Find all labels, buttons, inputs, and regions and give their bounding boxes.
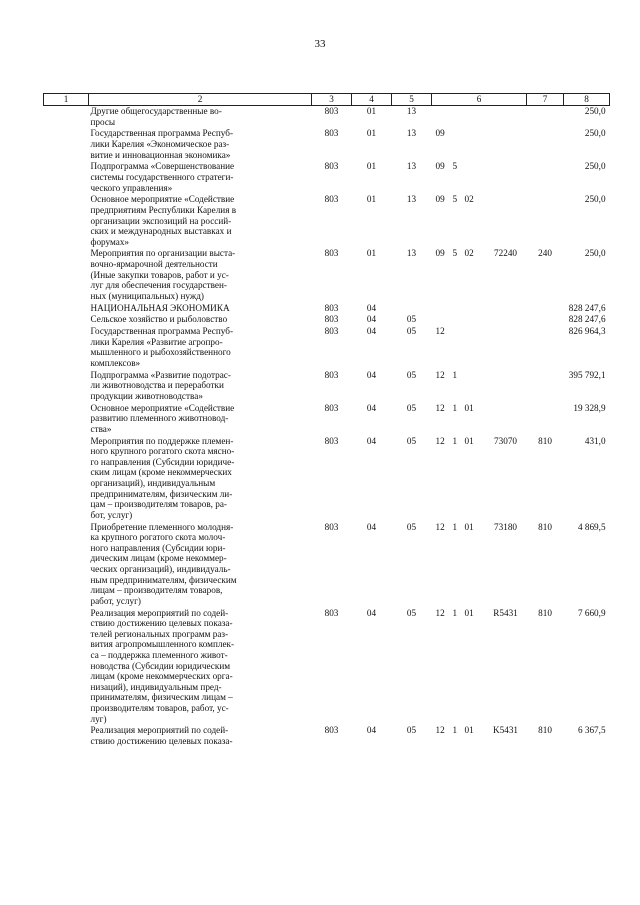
target-code-cell — [485, 128, 527, 161]
target-code-cell: 72240 — [494, 248, 517, 259]
amount-cell: 19 328,9 — [573, 402, 606, 413]
expense-type-cell — [527, 370, 564, 403]
description-cell: Государственная программа Респуб- лики Карелия «Развитие агропро- мышленного и рыбохозяйственного комплексов» — [90, 326, 234, 368]
subsection-cell: 13 — [406, 194, 417, 205]
program-code-cell: 12 — [435, 435, 445, 446]
target-code-cell — [485, 370, 527, 403]
activity-code-cell: 01 — [464, 521, 474, 532]
amount-cell: 250,0 — [584, 248, 606, 259]
description-cell: Основное мероприятие «Содействие развитию племенного животновод- ства» — [90, 402, 235, 434]
expense-type-cell: 810 — [538, 521, 552, 532]
subprogram-code-cell: 1 — [452, 435, 458, 446]
target-code-cell — [485, 326, 527, 370]
number-cell — [44, 303, 89, 315]
subsection-cell: 13 — [406, 106, 417, 116]
expense-type-cell: 810 — [538, 435, 552, 446]
amount-cell: 7 660,9 — [577, 607, 606, 618]
subsection-cell: 05 — [406, 521, 417, 532]
number-cell — [44, 314, 89, 326]
section-cell: 01 — [366, 161, 377, 172]
subprogram-code-cell — [449, 303, 461, 315]
number-cell — [44, 326, 89, 370]
description-cell: Другие общегосударственные во- просы — [90, 106, 222, 127]
subsection-cell: 05 — [406, 725, 417, 736]
activity-code-cell: 01 — [464, 725, 474, 736]
kvsr-cell: 803 — [324, 369, 339, 380]
kvsr-cell: 803 — [324, 607, 339, 618]
description-cell: Реализация мероприятий по содей- ствию достижению целевых показа- телей региональных программ раз- вития агропромышленного комплек- са – поддержка племенного живот- новодства (Субсидии юридическим лицам (кроме некоммерческих орга- низаций), индивидуальным пред- принимателям, физическим лицам – производителям товаров, работ, ус- луг) — [90, 607, 235, 724]
subprogram-code-cell — [449, 106, 461, 129]
subsection-cell: 13 — [406, 128, 417, 139]
amount-cell: 6 367,5 — [577, 725, 606, 736]
number-cell — [44, 608, 89, 726]
kvsr-cell: 803 — [324, 161, 339, 172]
number-cell — [44, 248, 89, 302]
amount-cell: 828 247,6 — [568, 314, 606, 325]
number-cell — [44, 106, 89, 129]
target-code-cell — [485, 403, 527, 436]
program-code-cell: 12 — [435, 607, 445, 618]
table-row — [44, 725, 610, 747]
description-cell: Приобретение племенного молодня- ка крупного рогатого скота молоч- ного направления (Субсидии юри- дическим лицам (кроме некоммер- ческих организаций), индивидуаль- ным предпринимателям, физическим лицам – производителям товаров, работ, услуг) — [90, 521, 237, 606]
number-cell — [44, 522, 89, 608]
expense-type-cell — [527, 326, 564, 370]
description-cell: Государственная программа Респуб- лики Карелия «Экономическое раз- витие и инновационная экономика» — [90, 128, 234, 160]
amount-cell: 250,0 — [584, 194, 606, 205]
column-header: 4 — [352, 94, 392, 106]
table-row — [44, 303, 610, 315]
subprogram-code-cell: 1 — [452, 725, 458, 736]
target-code-cell — [485, 194, 527, 248]
program-code-cell: 12 — [435, 326, 445, 337]
description-cell: Сельское хозяйство и рыболовство — [90, 314, 228, 325]
target-code-cell — [485, 314, 527, 326]
program-code-cell: 09 — [435, 248, 445, 259]
kvsr-cell: 803 — [324, 326, 339, 337]
target-code-cell — [485, 161, 527, 194]
description-cell: Мероприятия по организации выста- вочно-ярмарочной деятельности (Иные закупки товаров, работ и ус- луг для обеспечения государствен- ных (муниципальных) нужд) — [90, 248, 236, 301]
program-code-cell: 12 — [435, 402, 445, 413]
column-header: 5 — [392, 94, 432, 106]
subprogram-code-cell: 5 — [452, 194, 458, 205]
table-row — [44, 106, 610, 129]
column-header: 2 — [89, 94, 312, 106]
description-cell: Основное мероприятие «Содействие предприятиям Республики Карелия в организации экспозиций на россий- ских и международных выставках и форумах» — [90, 194, 237, 247]
amount-cell: 4 869,5 — [577, 521, 606, 532]
amount-cell: 826 964,3 — [568, 326, 606, 337]
column-header: 7 — [527, 94, 564, 106]
column-header: 8 — [564, 94, 610, 106]
program-code-cell: 12 — [435, 369, 445, 380]
expense-type-cell — [527, 128, 564, 161]
column-header: 6 — [432, 94, 527, 106]
program-code-cell: 09 — [435, 161, 445, 172]
header-row — [44, 94, 610, 106]
expense-type-cell: 810 — [538, 725, 552, 736]
amount-cell: 395 792,1 — [568, 369, 606, 380]
number-cell — [44, 403, 89, 436]
activity-code-cell — [461, 106, 485, 129]
table-row — [44, 128, 610, 161]
number-cell — [44, 725, 89, 747]
table-body — [44, 106, 610, 748]
table-row — [44, 522, 610, 608]
kvsr-cell: 803 — [324, 302, 339, 313]
description-cell: НАЦИОНАЛЬНАЯ ЭКОНОМИКА — [90, 302, 230, 313]
amount-cell: 250,0 — [584, 106, 606, 116]
section-cell: 04 — [366, 369, 377, 380]
section-cell: 04 — [366, 302, 377, 313]
activity-code-cell: 01 — [464, 402, 474, 413]
expense-type-cell — [527, 314, 564, 326]
section-cell: 01 — [366, 194, 377, 205]
expense-type-cell — [527, 303, 564, 315]
subsection-cell: 05 — [406, 607, 417, 618]
activity-code-cell — [461, 303, 485, 315]
target-code-cell: 73070 — [494, 435, 517, 446]
section-cell: 04 — [366, 521, 377, 532]
subprogram-code-cell: 1 — [452, 369, 458, 380]
subprogram-code-cell: 5 — [452, 248, 458, 259]
section-cell: 04 — [366, 607, 377, 618]
description-cell: Реализация мероприятий по содей- ствию достижению целевых показа- — [90, 725, 233, 746]
kvsr-cell: 803 — [324, 106, 339, 116]
table-row — [44, 370, 610, 403]
activity-code-cell — [461, 161, 485, 194]
target-code-cell: R5431 — [493, 607, 518, 618]
expense-type-cell: 810 — [538, 607, 552, 618]
section-cell: 04 — [366, 402, 377, 413]
activity-code-cell: 01 — [464, 435, 474, 446]
target-code-cell: 73180 — [494, 521, 517, 532]
kvsr-cell: 803 — [324, 314, 339, 325]
table-row — [44, 161, 610, 194]
amount-cell: 250,0 — [584, 128, 606, 139]
kvsr-cell: 803 — [324, 725, 339, 736]
kvsr-cell: 803 — [324, 402, 339, 413]
subsection-cell: 05 — [406, 314, 417, 325]
subprogram-code-cell: 1 — [452, 521, 458, 532]
program-code-cell: 09 — [435, 194, 445, 205]
activity-code-cell: 02 — [464, 194, 474, 205]
number-cell — [44, 370, 89, 403]
amount-cell: 431,0 — [584, 435, 606, 446]
kvsr-cell: 803 — [324, 435, 339, 446]
description-cell: Мероприятия по поддержке племен- ного крупного рогатого скота мясно- го направления (Субсидии юридиче- ским лицам (кроме некоммерческих организаций), индивидуальным предпринимателям, физическим ли- цам – производителям товаров, ра- бот, услуг) — [90, 435, 235, 520]
amount-cell: 828 247,6 — [568, 302, 606, 313]
description-cell: Подпрограмма «Развитие подотрас- ли животноводства и переработки продукции животноводства» — [90, 369, 231, 401]
description-cell: Подпрограмма «Совершенствование системы государственного стратеги- ческого управления» — [90, 161, 235, 193]
subsection-cell — [392, 303, 432, 315]
activity-code-cell — [461, 314, 485, 326]
section-cell: 01 — [366, 106, 377, 116]
number-cell — [44, 161, 89, 194]
expense-type-cell — [527, 161, 564, 194]
table-row — [44, 248, 610, 302]
subsection-cell: 05 — [406, 435, 417, 446]
subprogram-code-cell: 5 — [452, 161, 458, 172]
subprogram-code-cell: 1 — [452, 607, 458, 618]
program-code-cell — [432, 314, 449, 326]
subsection-cell: 05 — [406, 326, 417, 337]
subprogram-code-cell — [449, 314, 461, 326]
number-cell — [44, 128, 89, 161]
table-row — [44, 326, 610, 370]
expense-type-cell — [527, 403, 564, 436]
amount-cell: 250,0 — [584, 161, 606, 172]
target-code-cell — [485, 303, 527, 315]
target-code-cell: K5431 — [493, 725, 519, 736]
number-cell — [44, 436, 89, 522]
subprogram-code-cell — [449, 326, 461, 370]
subsection-cell: 13 — [406, 248, 417, 259]
subprogram-code-cell — [449, 128, 461, 161]
activity-code-cell: 01 — [464, 607, 474, 618]
subsection-cell: 05 — [406, 402, 417, 413]
activity-code-cell: 02 — [464, 248, 474, 259]
page-number: 33 — [314, 38, 326, 50]
subsection-cell: 05 — [406, 369, 417, 380]
expense-type-cell — [527, 194, 564, 248]
activity-code-cell — [461, 128, 485, 161]
section-cell: 04 — [366, 326, 377, 337]
section-cell: 04 — [366, 435, 377, 446]
budget-table — [43, 93, 610, 748]
activity-code-cell — [461, 326, 485, 370]
activity-code-cell — [461, 370, 485, 403]
program-code-cell: 12 — [435, 725, 445, 736]
kvsr-cell: 803 — [324, 194, 339, 205]
section-cell: 01 — [366, 128, 377, 139]
target-code-cell — [485, 106, 527, 129]
section-cell: 04 — [366, 314, 377, 325]
program-code-cell: 12 — [435, 521, 445, 532]
table-row — [44, 314, 610, 326]
program-code-cell — [432, 303, 449, 315]
program-code-cell: 09 — [435, 128, 445, 139]
subprogram-code-cell: 1 — [452, 402, 458, 413]
table-row — [44, 194, 610, 248]
expense-type-cell — [527, 106, 564, 129]
table-row — [44, 403, 610, 436]
column-header: 1 — [44, 94, 89, 106]
section-cell: 01 — [366, 248, 377, 259]
column-header: 3 — [312, 94, 352, 106]
expense-type-cell: 240 — [538, 248, 552, 259]
section-cell: 04 — [366, 725, 377, 736]
kvsr-cell: 803 — [324, 521, 339, 532]
number-cell — [44, 194, 89, 248]
program-code-cell — [432, 106, 449, 129]
kvsr-cell: 803 — [324, 128, 339, 139]
kvsr-cell: 803 — [324, 248, 339, 259]
table-row — [44, 608, 610, 726]
table-row — [44, 436, 610, 522]
subsection-cell: 13 — [406, 161, 417, 172]
